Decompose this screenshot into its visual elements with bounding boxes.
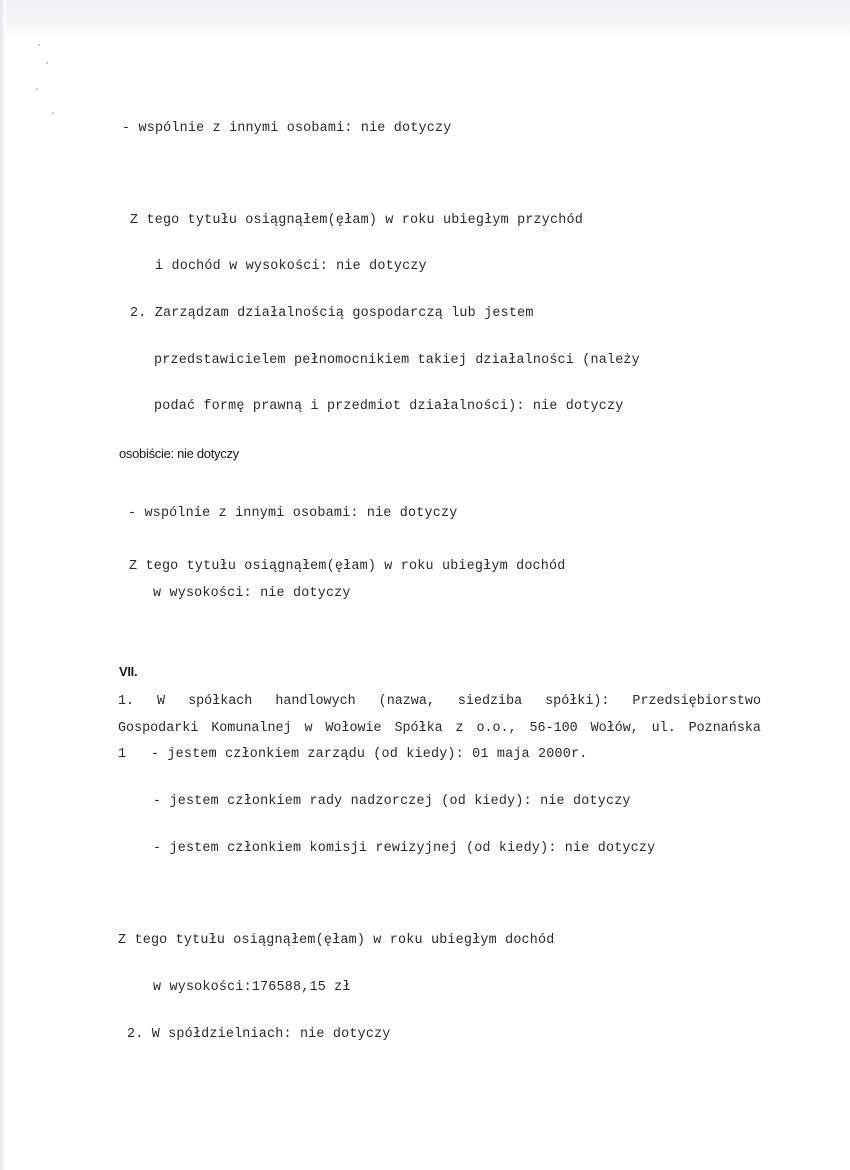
text-line: - jestem członkiem rady nadzorczej (od kiedy): nie dotyczy: [153, 794, 631, 809]
word: ul.: [651, 721, 676, 736]
word: z: [455, 721, 464, 736]
text-line: 2. W spółdzielniach: nie dotyczy: [127, 1027, 391, 1042]
justified-line: [118, 694, 761, 709]
text-line: Z tego tytułu osiągnąłem(ęłam) w roku ubiegłym przychód: [130, 213, 583, 228]
text-line: przedstawicielem pełnomocnikiem takiej działalności (należy: [154, 353, 640, 368]
word: W: [157, 694, 166, 709]
section-heading: VII.: [119, 664, 138, 679]
text-line: 1 - jestem członkiem zarządu (od kiedy): 01 maja 2000r.: [118, 747, 588, 762]
justified-line: [118, 721, 761, 736]
text-line: Z tego tytułu osiągnąłem(ęłam) w roku ubiegłym dochód: [118, 933, 555, 948]
word: siedziba: [457, 694, 523, 709]
word: Wołów,: [590, 721, 639, 736]
text-line: Z tego tytułu osiągnąłem(ęłam) w roku ubiegłym dochód: [129, 559, 566, 574]
text-line: w wysokości: nie dotyczy: [153, 586, 351, 601]
word: w: [304, 721, 313, 736]
text-line: - jestem członkiem komisji rewizyjnej (od kiedy): nie dotyczy: [153, 841, 656, 856]
text-line: osobiście: nie dotyczy: [119, 446, 239, 461]
word: handlowych: [275, 694, 356, 709]
text-line: i dochód w wysokości: nie dotyczy: [155, 259, 427, 274]
text-line: 2. Zarządzam działalnością gospodarczą lub jestem: [130, 306, 534, 321]
word: Wołowie: [325, 721, 382, 736]
word: Spółka: [394, 721, 443, 736]
word: 1.: [118, 694, 135, 709]
word: Gospodarki: [118, 721, 199, 736]
word: Poznańska: [688, 721, 761, 736]
word: spółki):: [545, 694, 610, 709]
word: o.o.,: [476, 721, 517, 736]
word: (nazwa,: [378, 694, 435, 709]
text-line: w wysokości:176588,15 zł: [153, 980, 351, 995]
text-line: podać formę prawną i przedmiot działalności): nie dotyczy: [154, 399, 624, 414]
text-line: - wspólnie z innymi osobami: nie dotyczy: [128, 506, 458, 521]
word: Komunalnej: [211, 721, 292, 736]
word: Przedsiębiorstwo: [632, 694, 761, 709]
word: 56-100: [529, 721, 578, 736]
word: spółkach: [188, 694, 253, 709]
text-line: - wspólnie z innymi osobami: nie dotyczy: [122, 121, 452, 136]
